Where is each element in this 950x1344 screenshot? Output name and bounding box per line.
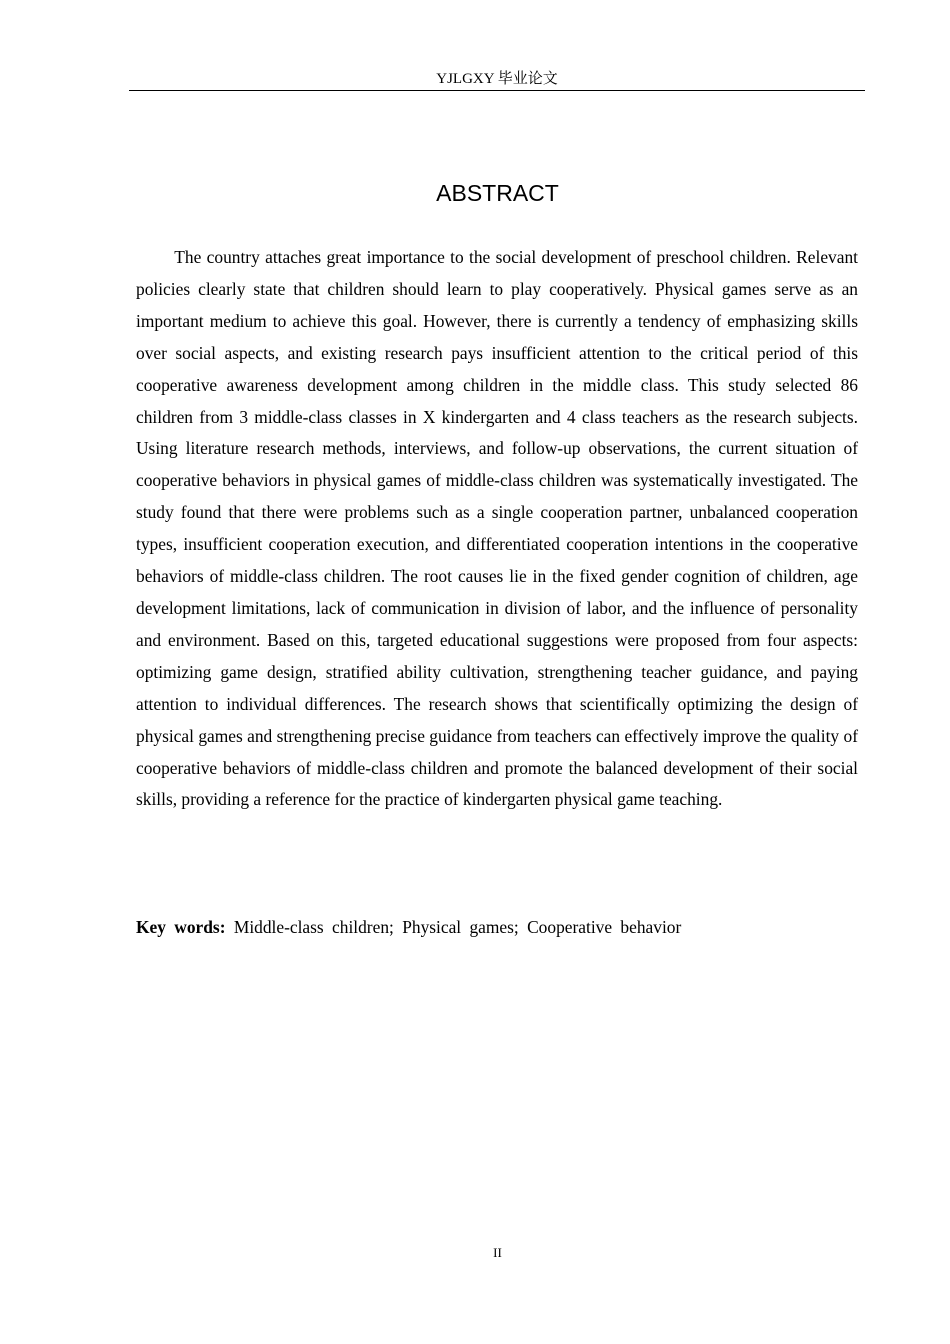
keywords-label: Key words: [136, 917, 226, 937]
page-number: II [493, 1245, 502, 1260]
keywords-line [136, 912, 858, 944]
abstract-body: The country attaches great importance to the social development of preschool children. Relevant policies clearly state that children should learn to play cooperatively. Physical games serve as an important medium to achieve this goal. However, there is currently a tendency of emphasizing skills over social aspects, and existing research pays insufficient attention to the critical period of this cooperative awareness development among children in the middle class. This study selected 86 children from 3 middle-class classes in X kindergarten and 4 class teachers as the research subjects. Using literature research methods, interviews, and follow-up observations, the current situation of cooperative behaviors in physical games of middle-class children was systematically investigated. The study found that there were problems such as a single cooperation partner, unbalanced cooperation types, insufficient cooperation execution, and differentiated cooperation intentions in the cooperative behaviors of middle-class children. The root causes lie in the fixed gender cognition of children, age development limitations, lack of communication in division of labor, and the influence of personality and environment. Based on this, targeted educational suggestions were proposed from four aspects: optimizing game design, stratified ability cultivation, strengthening teacher guidance, and paying attention to individual differences. The research shows that scientifically optimizing the design of physical games and strengthening precise guidance from teachers can effectively improve the quality of cooperative behaviors of middle-class children and promote the balanced development of their social skills, providing a reference for the practice of kindergarten physical game teaching. [136, 247, 858, 810]
running-header: YJLGXY 毕业论文 [129, 68, 865, 91]
abstract-title: ABSTRACT [436, 180, 559, 206]
keywords-text: Middle-class children; Physical games; Cooperative behavior [233, 917, 682, 937]
